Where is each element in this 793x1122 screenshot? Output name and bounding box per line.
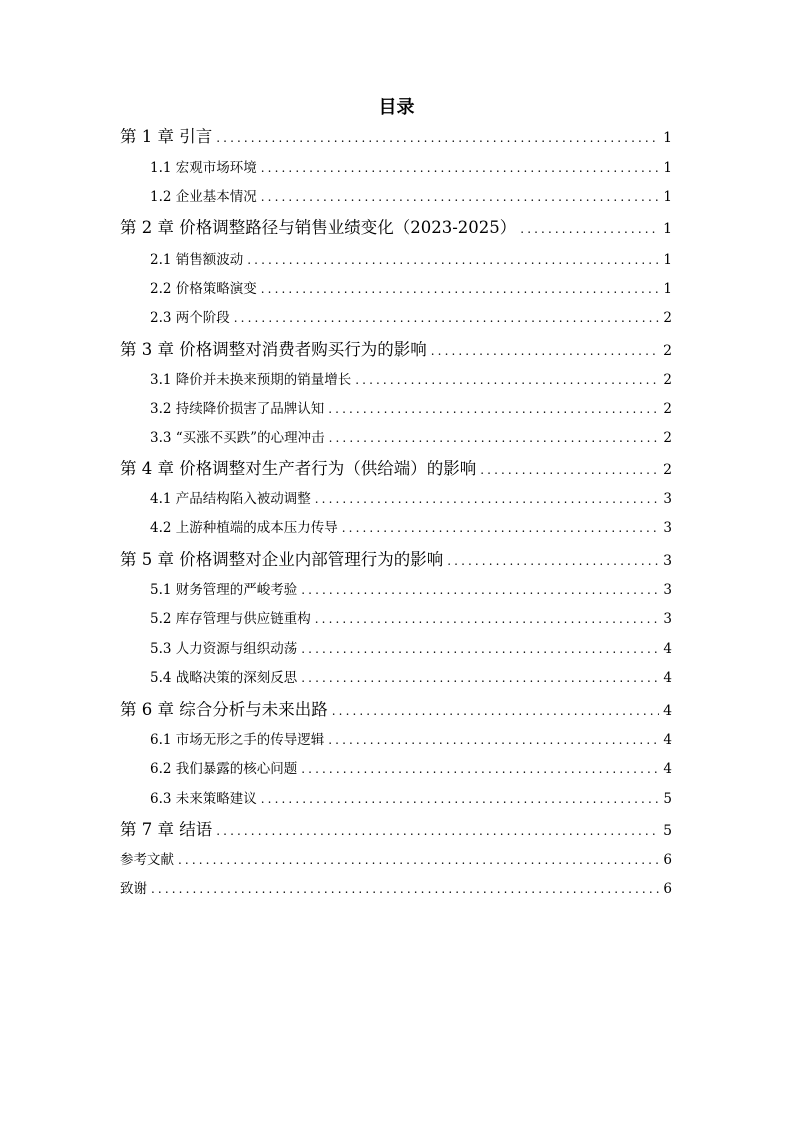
toc-section-entry[interactable] bbox=[150, 516, 672, 536]
dot-leader bbox=[329, 431, 660, 445]
toc-title: 目录 bbox=[378, 97, 415, 118]
dot-leader bbox=[247, 253, 659, 267]
toc-section-entry[interactable] bbox=[150, 578, 672, 598]
toc-entry-label: 3.3 “买涨不买跌”的心理冲击 bbox=[150, 430, 325, 446]
toc-entry-label: 5.2 库存管理与供应链重构 bbox=[150, 611, 311, 627]
toc-chapter-entry[interactable] bbox=[120, 214, 672, 238]
toc-entry-label: 6.1 市场无形之手的传导逻辑 bbox=[150, 732, 325, 748]
dot-leader bbox=[447, 554, 659, 568]
toc-page-number: 6 bbox=[663, 852, 672, 868]
toc-section-entry[interactable] bbox=[150, 637, 672, 657]
toc-page-number: 1 bbox=[663, 252, 672, 268]
toc-section-entry[interactable] bbox=[150, 487, 672, 507]
dot-leader bbox=[261, 190, 660, 204]
toc-page-number: 5 bbox=[663, 791, 672, 807]
dot-leader bbox=[261, 161, 660, 175]
toc-page-number: 1 bbox=[663, 189, 672, 205]
toc-entry-label: 5.3 人力资源与组织动荡 bbox=[150, 641, 298, 657]
toc-page-number: 1 bbox=[663, 281, 672, 297]
toc-chapter-entry[interactable] bbox=[120, 546, 672, 570]
toc-page-number: 4 bbox=[663, 703, 672, 719]
toc-entry-label: 3.2 持续降价损害了品牌认知 bbox=[150, 401, 325, 417]
toc-entry-label: 参考文献 bbox=[120, 852, 174, 868]
dot-leader bbox=[151, 882, 659, 896]
toc-entry-label: 第 3 章 价格调整对消费者购买行为的影响 bbox=[120, 340, 427, 359]
toc-section-entry[interactable] bbox=[150, 306, 672, 326]
dot-leader bbox=[520, 222, 659, 236]
dot-leader bbox=[480, 463, 659, 477]
toc-page-number: 1 bbox=[663, 160, 672, 176]
toc-section-entry[interactable] bbox=[150, 277, 672, 297]
toc-entry-label: 6.2 我们暴露的核心问题 bbox=[150, 761, 298, 777]
toc-section-entry[interactable] bbox=[150, 728, 672, 748]
dot-leader bbox=[342, 521, 660, 535]
toc-entry-label: 5.4 战略决策的深刻反思 bbox=[150, 670, 298, 686]
toc-entry-label: 5.1 财务管理的严峻考验 bbox=[150, 582, 298, 598]
dot-leader bbox=[178, 853, 659, 867]
toc-section-entry[interactable] bbox=[150, 666, 672, 686]
dot-leader bbox=[355, 373, 659, 387]
toc-page-number: 2 bbox=[663, 430, 672, 446]
toc-entry-label: 致谢 bbox=[120, 881, 147, 897]
dot-leader bbox=[301, 642, 659, 656]
toc-section-entry[interactable] bbox=[150, 156, 672, 176]
toc-section-entry[interactable] bbox=[150, 185, 672, 205]
toc-page-number: 1 bbox=[663, 130, 672, 146]
toc-page-number: 3 bbox=[663, 491, 672, 507]
toc-entry-label: 第 1 章 引言 bbox=[120, 127, 213, 146]
dot-leader bbox=[301, 671, 659, 685]
dot-leader bbox=[301, 762, 659, 776]
toc-page-number: 4 bbox=[663, 670, 672, 686]
toc-section-entry[interactable] bbox=[150, 607, 672, 627]
dot-leader bbox=[328, 733, 659, 747]
toc-page-number: 2 bbox=[663, 372, 672, 388]
toc-entry-label: 4.1 产品结构陷入被动调整 bbox=[150, 491, 311, 507]
toc-chapter-entry[interactable] bbox=[120, 696, 672, 720]
toc-section-entry[interactable] bbox=[150, 757, 672, 777]
toc-entry-label: 1.1 宏观市场环境 bbox=[150, 160, 257, 176]
toc-chapter-entry[interactable] bbox=[120, 455, 672, 479]
toc-page-number: 1 bbox=[663, 221, 672, 237]
toc-chapter-entry[interactable] bbox=[120, 123, 672, 147]
dot-leader bbox=[332, 704, 659, 718]
dot-leader bbox=[216, 824, 659, 838]
toc-entry-label: 6.3 未来策略建议 bbox=[150, 791, 257, 807]
dot-leader bbox=[261, 792, 660, 806]
dot-leader bbox=[301, 583, 659, 597]
toc-page-number: 3 bbox=[663, 611, 672, 627]
dot-leader bbox=[315, 492, 660, 506]
toc-entry-label: 2.3 两个阶段 bbox=[150, 310, 230, 326]
toc-entry-label: 第 5 章 价格调整对企业内部管理行为的影响 bbox=[120, 550, 444, 569]
toc-page-number: 6 bbox=[663, 881, 672, 897]
toc-page-number: 4 bbox=[663, 761, 672, 777]
toc-page-number: 3 bbox=[663, 582, 672, 598]
toc-entry-label: 2.2 价格策略演变 bbox=[150, 281, 257, 297]
toc-page-number: 2 bbox=[663, 401, 672, 417]
toc-entry-label: 2.1 销售额波动 bbox=[150, 252, 244, 268]
toc-page-number: 3 bbox=[663, 553, 672, 569]
toc-section-entry[interactable] bbox=[150, 426, 672, 446]
toc-section-entry[interactable] bbox=[150, 248, 672, 268]
toc-chapter-entry[interactable] bbox=[120, 816, 672, 840]
dot-leader bbox=[234, 311, 660, 325]
dot-leader bbox=[431, 344, 659, 358]
toc-page-number: 4 bbox=[663, 641, 672, 657]
toc-page-number: 3 bbox=[663, 520, 672, 536]
toc-entry-label: 第 4 章 价格调整对生产者行为（供给端）的影响 bbox=[120, 459, 477, 478]
toc-page-number: 5 bbox=[663, 823, 672, 839]
toc-entry-label: 4.2 上游种植端的成本压力传导 bbox=[150, 520, 338, 536]
toc-entry[interactable] bbox=[120, 877, 672, 897]
toc-section-entry[interactable] bbox=[150, 397, 672, 417]
toc-page-number: 2 bbox=[663, 462, 672, 478]
toc-entry-label: 3.1 降价并未换来预期的销量增长 bbox=[150, 372, 352, 388]
toc-page-number: 2 bbox=[663, 343, 672, 359]
toc-page-number: 2 bbox=[663, 310, 672, 326]
toc-section-entry[interactable] bbox=[150, 787, 672, 807]
toc-entry-label: 第 6 章 综合分析与未来出路 bbox=[120, 700, 328, 719]
dot-leader bbox=[261, 282, 660, 296]
dot-leader bbox=[315, 612, 660, 626]
toc-entry[interactable] bbox=[120, 848, 672, 868]
toc-page-number: 4 bbox=[663, 732, 672, 748]
toc-section-entry[interactable] bbox=[150, 368, 672, 388]
toc-entry-label: 1.2 企业基本情况 bbox=[150, 189, 257, 205]
dot-leader bbox=[216, 131, 659, 145]
toc-chapter-entry[interactable] bbox=[120, 336, 672, 360]
toc-entry-label: 第 7 章 结语 bbox=[120, 820, 213, 839]
dot-leader bbox=[328, 402, 659, 416]
toc-entry-label: 第 2 章 价格调整路径与销售业绩变化（2023-2025） bbox=[120, 218, 517, 237]
